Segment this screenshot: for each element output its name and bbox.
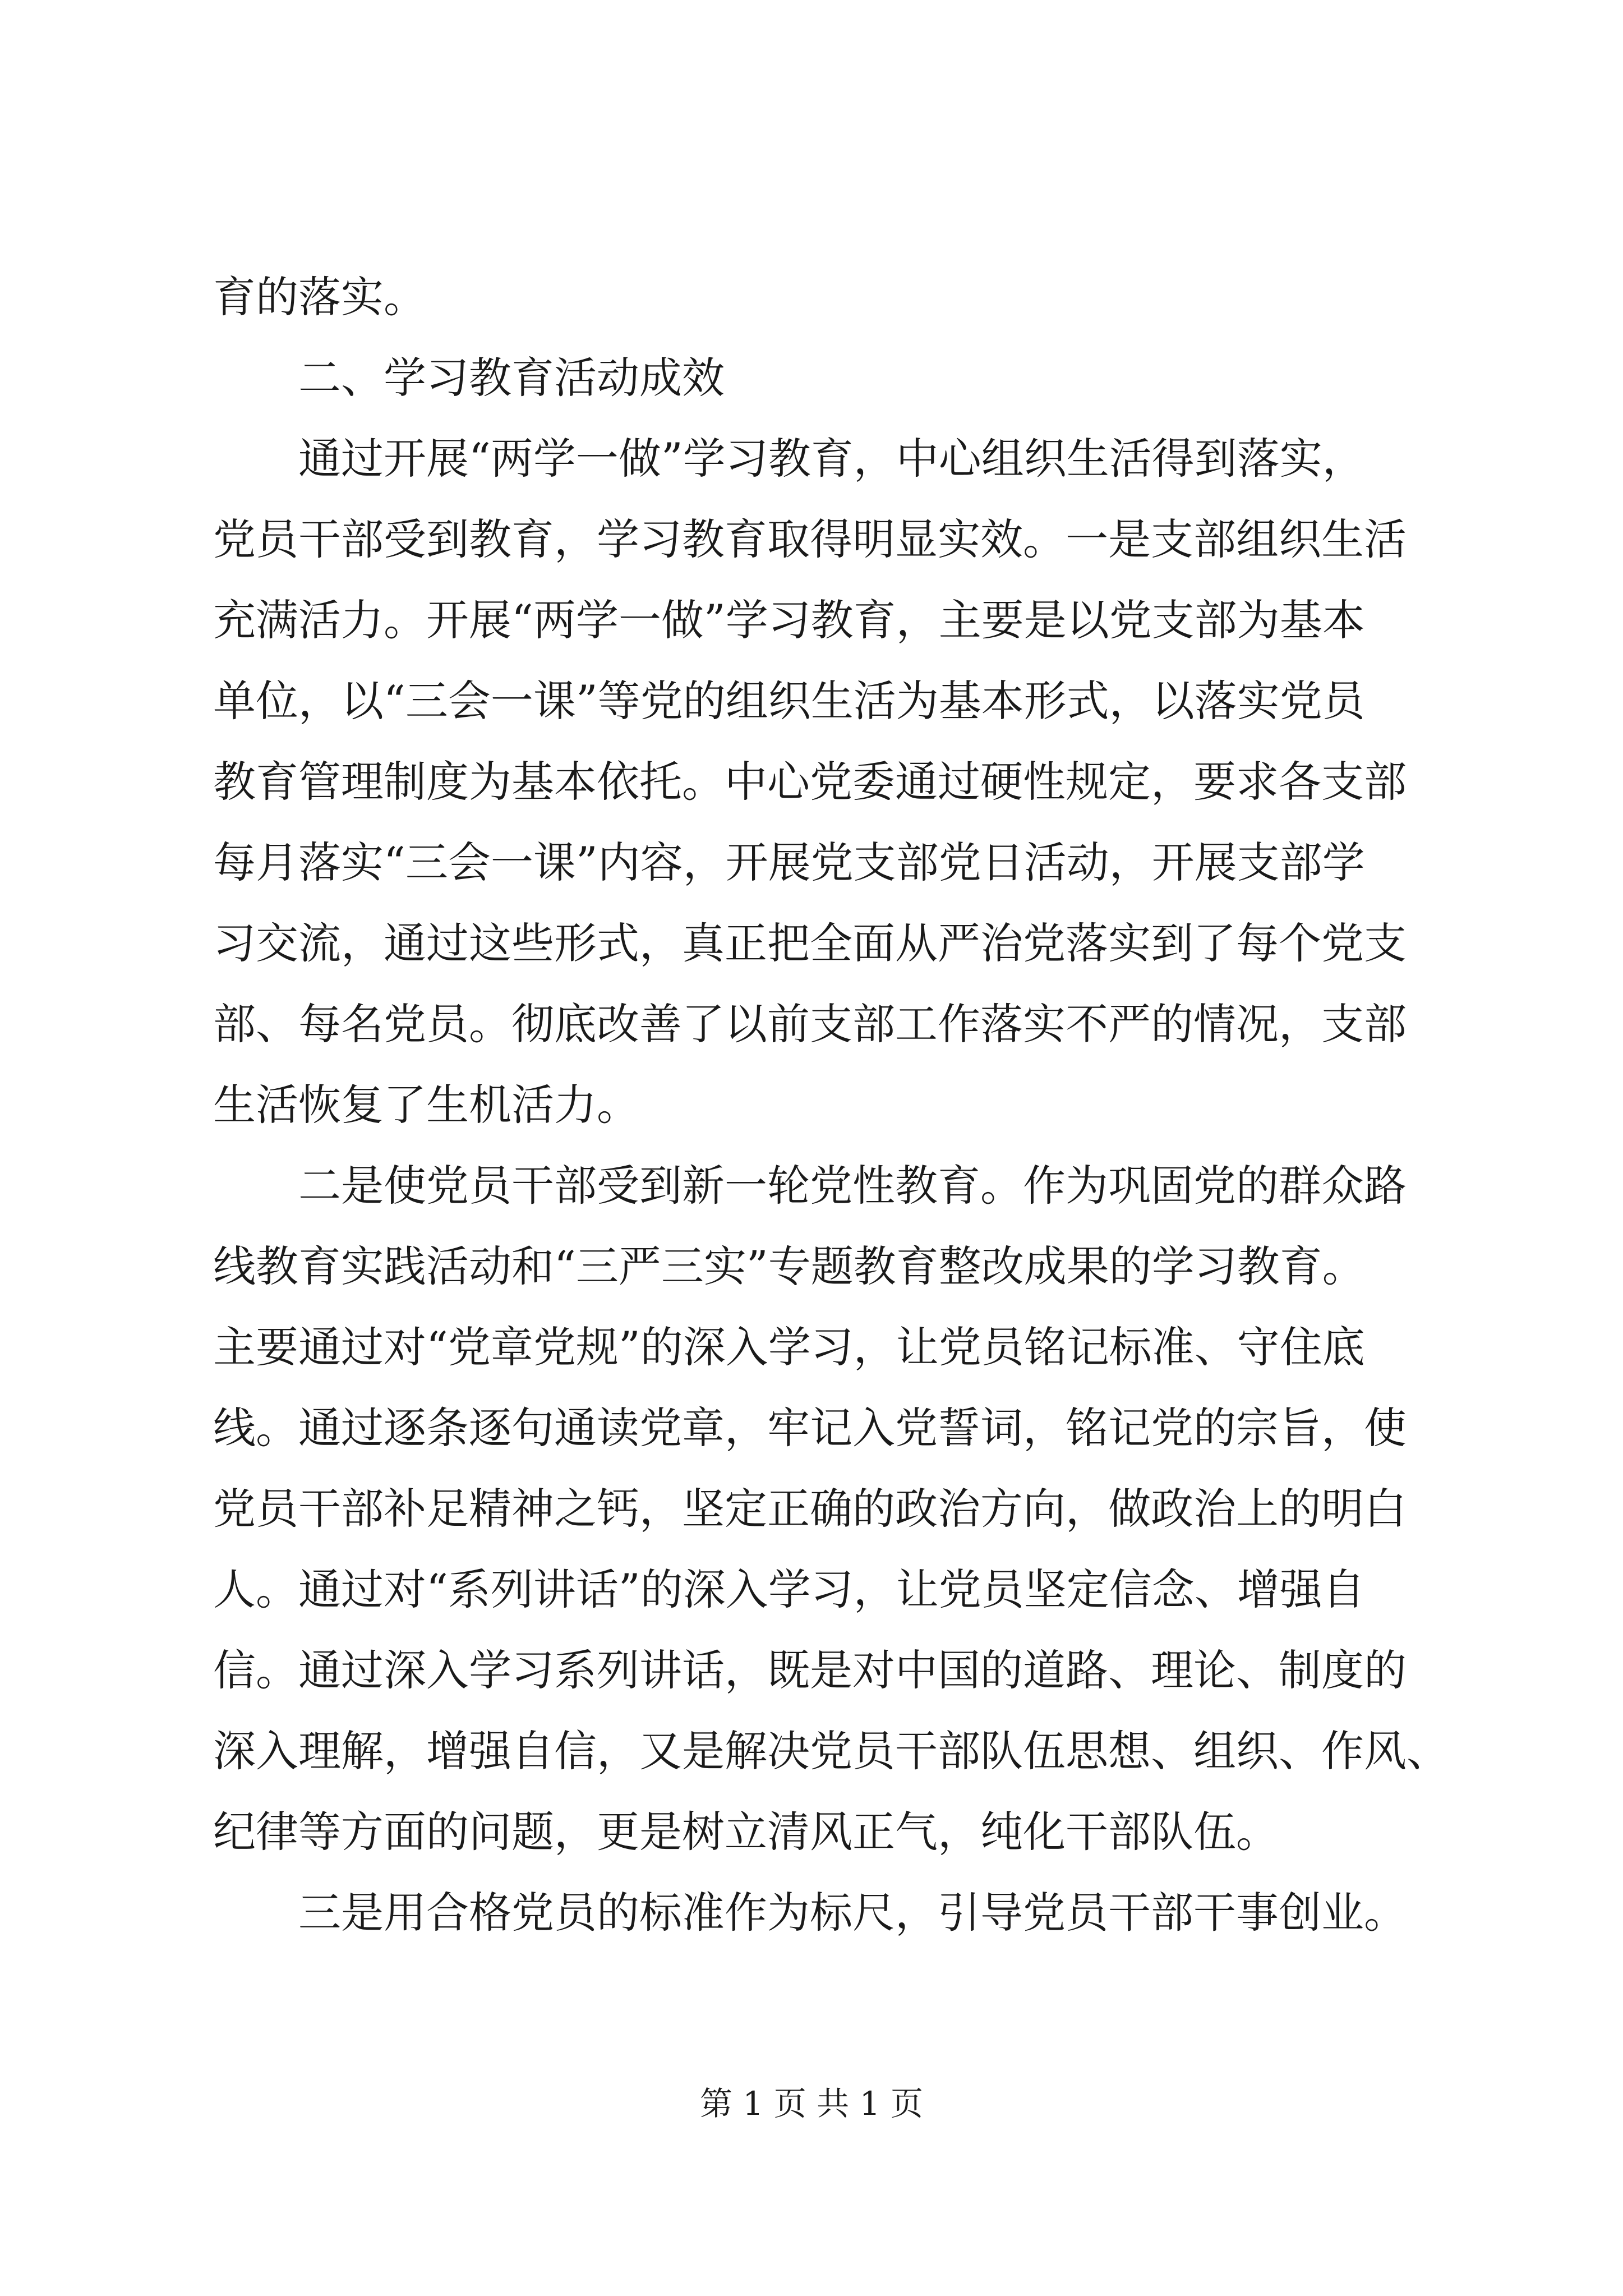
body-text-line: 教育管理制度为基本依托。中心党委通过硬性规定，要求各支部 (213, 757, 1407, 807)
body-text-line: 单位，以“三会一课”等党的组织生活为基本形式，以落实党员 (213, 676, 1365, 726)
body-text-line: 生活恢复了生机活力。 (213, 1080, 639, 1130)
body-text-line: 人。通过对“系列讲话”的深入学习，让党员坚定信念、增强自 (213, 1565, 1365, 1614)
body-text-line: 党员干部受到教育，学习教育取得明显实效。一是支部组织生活 (213, 514, 1407, 564)
body-text-line: 部、每名党员。彻底改善了以前支部工作落实不严的情况，支部 (213, 999, 1407, 1049)
body-text-line: 育的落实。 (213, 272, 426, 322)
body-text-line: 充满活力。开展“两学一做”学习教育，主要是以党支部为基本 (213, 595, 1365, 645)
body-text-line: 纪律等方面的问题，更是树立清风正气，纯化干部队伍。 (213, 1807, 1279, 1857)
body-text-line: 每月落实“三会一课”内容，开展党支部党日活动，开展支部学 (213, 838, 1365, 887)
body-text-line: 主要通过对“党章党规”的深入学习，让党员铭记标准、守住底 (213, 1322, 1365, 1372)
body-text-line: 习交流，通过这些形式，真正把全面从严治党落实到了每个党支 (213, 918, 1407, 968)
body-text-line: 二是使党员干部受到新一轮党性教育。作为巩固党的群众路 (213, 1161, 1407, 1211)
body-text-line: 线。通过逐条逐句通读党章，牢记入党誓词，铭记党的宗旨，使 (213, 1403, 1407, 1453)
body-text-line: 党员干部补足精神之钙，坚定正确的政治方向，做政治上的明白 (213, 1484, 1407, 1534)
body-text-line: 深入理解，增强自信，又是解决党员干部队伍思想、组织、作风、 (213, 1726, 1449, 1776)
body-text-line: 通过开展“两学一做”学习教育，中心组织生活得到落实， (213, 434, 1365, 484)
body-text-line: 信。通过深入学习系列讲话，既是对中国的道路、理论、制度的 (213, 1645, 1407, 1695)
section-heading: 二、学习教育活动成效 (213, 353, 725, 403)
body-text-line: 三是用合格党员的标准作为标尺，引导党员干部干事创业。 (213, 1888, 1407, 1938)
body-text-line: 线教育实践活动和“三严三实”专题教育整改成果的学习教育。 (213, 1241, 1365, 1291)
page-number-footer: 第 1 页 共 1 页 (700, 2085, 923, 2123)
